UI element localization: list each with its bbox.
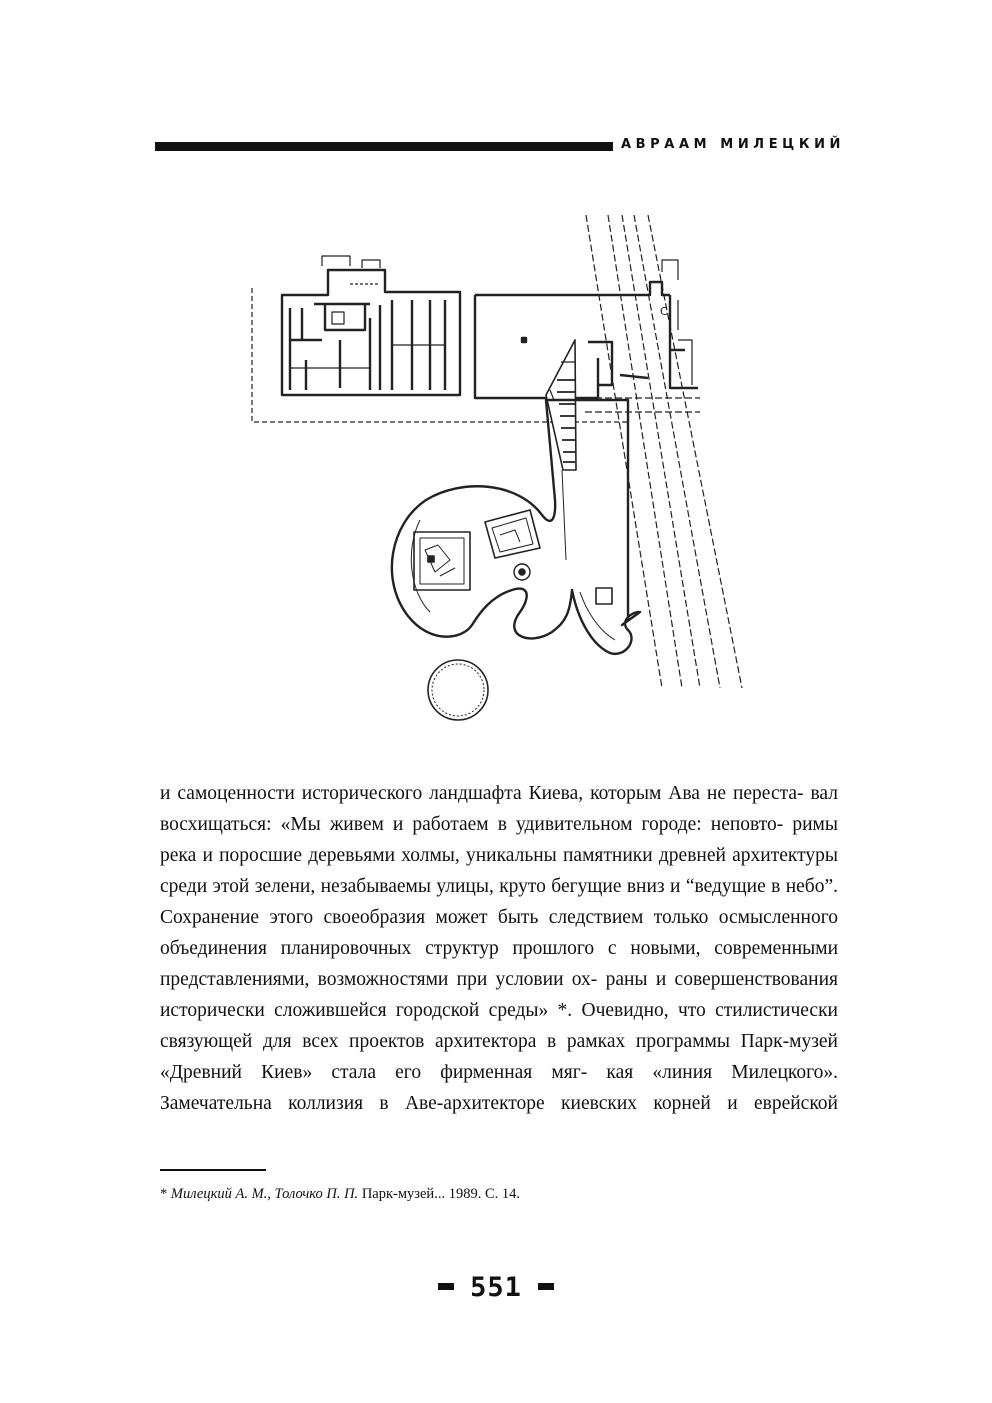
paragraph-2 <box>160 1088 838 1119</box>
text-line: архитектуры среди этой зелени, незабываемы улицы, круто бегущие вниз и <box>160 845 839 897</box>
text-line: римы река и поросшие деревьями холмы, уникальны памятники древней <box>160 814 838 866</box>
footnote-source: Парк-музей... 1989. С. 14. <box>361 1186 520 1202</box>
footnote-authors: Милецкий А. М., Толочко П. П. <box>170 1186 359 1202</box>
text-line: рамках программы Парк-музей «Древний Киев» стала его фирменная мяг- <box>160 1031 838 1083</box>
text-line: и самоценности исторического ландшафта Киева, которым Ава не переста- <box>160 783 804 804</box>
text-line: Замечательна коллизия в Аве-архитекторе киевских корней и еврейской <box>160 1093 838 1114</box>
exhibit-room-left <box>414 532 470 590</box>
left-building-block <box>282 256 460 395</box>
paragraph-1 <box>160 778 838 1088</box>
right-dash <box>538 1283 554 1290</box>
main-body-text <box>160 778 838 1119</box>
central-hall <box>475 260 698 398</box>
text-line: раны и совершенствования исторически сложившейся городской среды» *. <box>160 969 838 1021</box>
text-line: только осмысленного объединения планировочных структур прошлого с <box>160 907 839 959</box>
left-dash <box>438 1283 454 1290</box>
exhibit-room-right <box>485 510 540 580</box>
circular-fountain <box>428 660 488 720</box>
footnote-marker: * <box>160 1186 168 1202</box>
text-line: Очевидно, что стилистически связующей для всех проектов архитектора в <box>160 1000 838 1052</box>
page-number <box>0 1272 992 1303</box>
text-line: вал восхищаться: «Мы живем и работаем в удивительном городе: неповто- <box>160 783 838 835</box>
footnote-divider <box>160 1169 266 1171</box>
footnote <box>160 1186 520 1203</box>
text-line: “ведущие в небо”. Сохранение этого своеобразия может быть следствием <box>160 876 838 928</box>
text-line: кая «линия Милецкого». <box>606 1062 838 1083</box>
header-rule <box>155 142 613 151</box>
pavilion-square <box>596 588 612 604</box>
inner-gallery-line <box>411 470 615 640</box>
curvilinear-gallery-wall <box>392 400 640 654</box>
page-number-value: 551 <box>470 1272 522 1303</box>
figure-label: C <box>660 305 668 318</box>
road-lines <box>586 215 742 688</box>
text-line: новыми, современными представлениями, возможностями при условии ох- <box>160 938 839 990</box>
running-header-author: АВРААМ МИЛЕЦКИЙ <box>621 137 846 152</box>
architectural-site-plan <box>230 200 760 750</box>
